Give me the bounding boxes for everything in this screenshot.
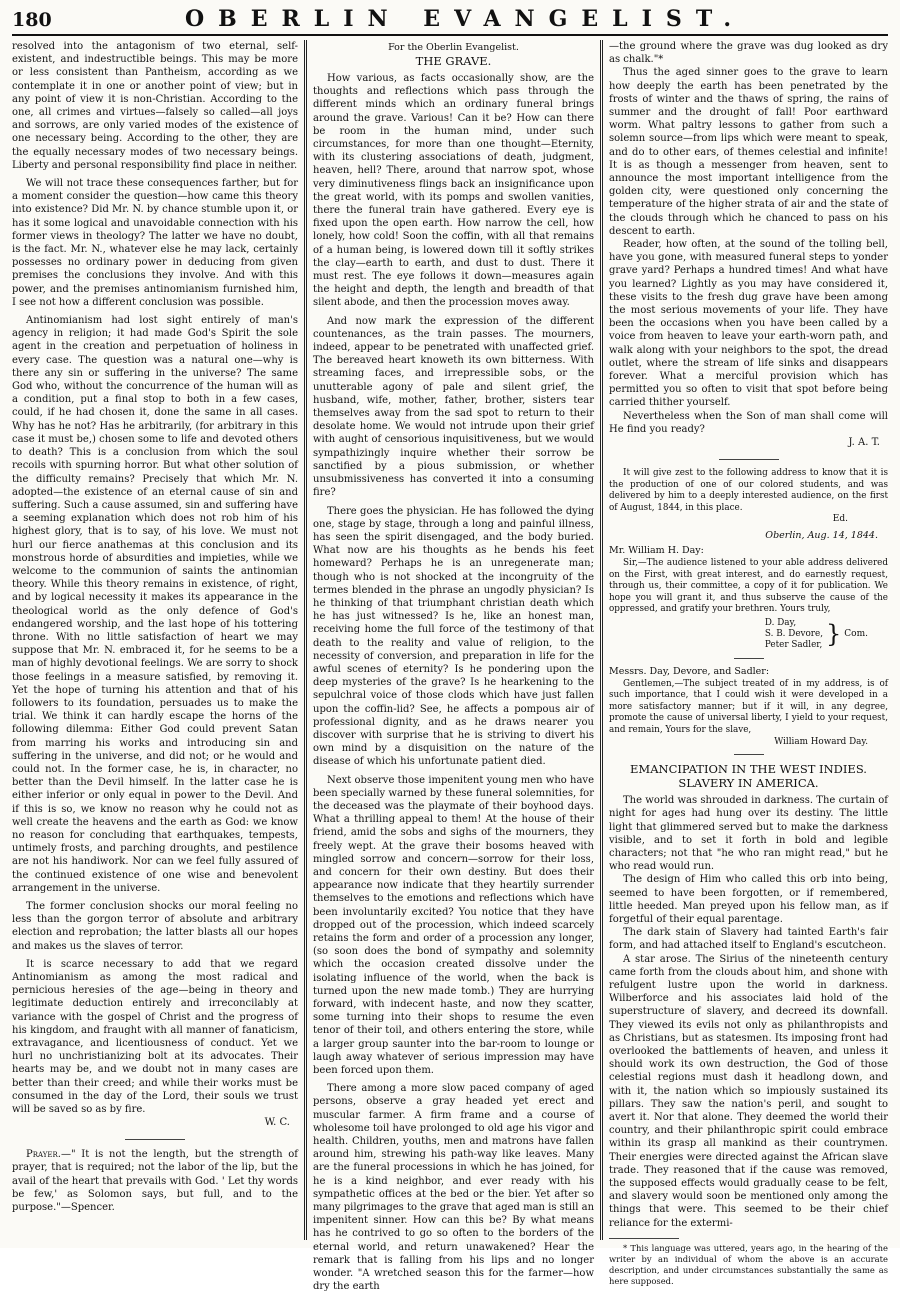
column-2 [304, 40, 600, 1293]
divider [719, 459, 779, 460]
article-paragraph: The former conclusion shocks our moral feeling no less than the gorgon terror of absolute and arbitrary election and reprobation; the latter blasts all our hopes and makes us the slaves of terror. [12, 901, 298, 952]
columns [12, 40, 888, 1293]
letter-body: Sir,—The audience listened to your able address delivered on the First, with great interest, and do earnestly request, through us, their committee, a copy of it for publication. We hope you will grant it, and thus subserve the cause of the oppressed, and gratify your brethren. Yours truly, [609, 558, 888, 615]
article-paragraph: It is scarce necessary to add that we regard Antinomianism as among the most radical and pernicious heresies of the age—being in theory and legitimate deduction entirely and irreconcilably at variance with the gospel of Christ and the progress of his kingdom, and fraught with all manner of fanaticism, extravagance, and licentiousness of conduct. Yet we hurl no unchristianizing bolt at its advocates. Their hearts may be, and we doubt not in many cases are better than their creed; and while their works must be consumed in the day of the Lord, their souls we trust will be saved so as by fire. [12, 958, 298, 1116]
article-paragraph: The dark stain of Slavery had tainted Earth's fair form, and had attached itself to England's escutcheon. [609, 927, 888, 952]
article-paragraph: How various, as facts occasionally show, are the thoughts and reflections which pass through the different minds which an ordinary funeral brings around the grave. Various! Can it be? How can there be room in the human mind, under such circumstances, for more than one thought—Eternity, with its clustering associations of death, judgment, heaven, hell? There, around that narrow spot, whose very diminutiveness flings back an insignificance upon the great world, with its pomps and swollen vanities, there the funeral train have gathered. Every eye is fixed upon the open earth. How narrow the cell, how lonely, how cold! Soon the coffin, with all that remains of a human being, is lowered down till it softly strikes the clay—earth to earth, and dust to dust. There it must rest. The eye follows it down—measures again the height and depth, the length and breadth of that silent abode, and then the procession moves away. [313, 73, 594, 309]
column-3 [600, 40, 888, 1286]
article-paragraph: resolved into the antagonism of two eternal, self-existent, and indestructible beings. This may be more or less consistent than Pantheism, according as we contemplate it in one or another point of view; but in any point of view it is non-Christian. According to the one, all crimes and virtues—falsely so called—all joys and sorrows, are only varied modes of the existence of one necessary being. According to the other, they are the equally necessary modes of two necessary beings. Liberty and personal responsibility find place in neither. [12, 41, 298, 171]
article-paragraph: There among a more slow paced company of aged persons, observe a gray headed yet erect and muscular farmer. A firm frame and a course of wholesome toil have prolonged to old age his vigor and health. Children, youths, men and matrons have fallen around him, strewing his path-way like leaves. Many are the funeral processions in which he has joined, for he is a kind neighbor, and ever ready with his sympathetic offices at the bed or the bier. Yet after so many pilgrimages to the grave that aged man is still an impenitent sinner. How can this be? By what means has he contrived to go so often to the borders of the eternal world, and return unawakened? Hear the remark that is falling from his lips and no longer wonder. "A wretched season this for the farmer—how dry the earth [313, 1083, 595, 1293]
article-paragraph: The world was shrouded in darkness. The curtain of night for ages had hung over its destiny. The little light that glimmered served but to make the darkness visible, and to set it forth in bold and legible characters; not that "he who ran might read," but he who read would run. [609, 795, 888, 873]
divider [125, 1139, 185, 1140]
divider [734, 658, 764, 659]
signer: Peter Sadler, [764, 639, 823, 650]
prayer-label: Prayer. [26, 1149, 61, 1161]
article-paragraph: Nevertheless when the Son of man shall come will He find you ready? [609, 410, 888, 435]
editor-mark: Ed. [832, 514, 848, 525]
page-number: 180 [12, 9, 52, 31]
signer: D. Day, [764, 617, 797, 628]
letter-addressee: Mr. William H. Day: [609, 545, 704, 557]
article-paragraph: There goes the physician. He has followed the dying one, stage by stage, through a long and painful illness, has seen the spirit disengaged, and the body buried. What now are his thoughts as he bends his feet homeward? Perhaps he is an unregenerate man; though who is not shocked at the incongruity of the termes blended in the phrase an ungodly physician? Is he thinking of that triumphant christian death which he has just witnessed? Is he, like an honest man, receiving home the full force of the testimony of that death to the reality and value of religion, to the necessity of conversion, and preparation in life for the awful scenes of eternity? Is he pondering upon the deep mysteries of the grave? Is he hearkening to the sepulchral voice of those clods which have just fallen upon the coffin-lid? See, he affects a pompous air of professional dignity, and as he draws nearer you discover with surprise that he is striving to divert his own mind by a disquisition on the nature of the disease of which his unfortunate patient died. [313, 505, 594, 768]
masthead-title: OBERLIN EVANGELIST. [184, 6, 746, 32]
letter-addressee: Messrs. Day, Devore, and Sadler: [609, 665, 770, 677]
article-heading-emancipation: EMANCIPATION IN THE WEST INDIES. SLAVERY IN AMERICA. [630, 762, 867, 791]
prayer-paragraph [12, 1148, 298, 1214]
article-paragraph: The design of Him who called this orb into being, seemed to have been forgotten, or if remembered, little heeded. Man preyed upon his fellow man, as if forgetful of their equal parentage. [609, 874, 888, 925]
signer-names [765, 618, 823, 651]
column-1 [12, 40, 304, 1240]
committee-signers [609, 618, 868, 651]
article-paragraph: Thus the aged sinner goes to the grave to learn how deeply the earth has been penetrated by the frosts of winter and the thaws of spring, the rains of summer and the drought of fall! Poor earthward worm. What paltry lessons to gather from such a solemn source—from lips which were meant to speak, and do to other ears, of themes celestial and infinite! It is as though a messenger from heaven, sent to announce the most important intelligence from the golden city, were questioned only concerning the temperature of the higher strata of air and the state of the clouds through which he chanced to pass on his descent to earth. [609, 67, 888, 237]
footnote-divider [609, 1238, 679, 1239]
article-paragraph: And now mark the expression of the different countenances, as the train passes. The mourners, indeed, appear to be penetrated with unaffected grief. The bereaved heart knoweth its own bitterness. With streaming faces, and irrepressible sobs, or the unutterable agony of pale and silent grief, the husband, wife, mother, father, brother, sisters tear themselves away from the sad spot to return to their desolate home. We would not intrude upon their grief with aught of censorious inquisitiveness, but we would sympathizingly inquire whether their sorrow be sanctified by a pious submission, or whether unsubmissiveness has converted it into a consuming fire? [313, 315, 594, 499]
article-heading-the-grave: THE GRAVE. [415, 54, 492, 68]
signature-jat: J. A. T. [848, 437, 880, 449]
article-paragraph: We will not trace these consequences farther, but for a moment consider the question—how came this theory into existence? Did Mr. N. by chance stumble upon it, or has it some logical and unavoidable connection with his former views in theology? The latter we have no doubt, is the fact. Mr. N., whatever else he may lack, certainly possesses no ordinary power in deducing from given premises the conclusions they involve. And with this power, and the premises antinomianism furnished him, I see not how a different conclusion was possible. [12, 178, 298, 308]
footnote: * This language was uttered, years ago, in the hearing of the writer by an individual of whom the above is an accurate description, and under circumstances substantially the same as here supposed. [609, 1242, 888, 1286]
prayer-text: —" It is not the length, but the strength of prayer, that is required; not the labor of the lip, but the avail of the heart that prevails with God. ' Let thy words be few,' as Solomon says, but full, and to the purpose."—Spencer. [12, 1149, 298, 1214]
dateline: Oberlin, Aug. 14, 1844. [765, 530, 878, 542]
signer: S. B. Devore, [764, 628, 824, 639]
source-line: For the Oberlin Evangelist. [388, 42, 519, 53]
masthead [12, 6, 888, 36]
signature-wc: W. C. [264, 1117, 290, 1129]
article-paragraph: —the ground where the grave was dug looked as dry as chalk."* [609, 41, 888, 66]
divider [734, 754, 764, 755]
article-paragraph: Antinomianism had lost sight entirely of man's agency in religion; it had made God's Spirit the sole agent in the creation and perpetuation of holiness in every case. The question was a natural one—why is there any sin or suffering in the universe? The same God who, without the concurrence of the human will as a condition, put a final stop to both in a few cases, could, if he had chosen it, done the same in all cases. Why has he not? Has he arbitrarily, (for arbitrary in this case it must be,) chosen some to life and devoted others to death? This is a conclusion from which the soul recoils with spurning horror. But what other solution of the difficulty remains? Precisely that which Mr. N. adopted—the existence of an eternal cause of sin and suffering. Such a cause assumed, sin and suffering have a seeming explanation which does not rob him of his highest glory, that is to say, of his love. We must not hurl our fierce anathemas at this conclusion and its monstrous horde of absurdities and impieties, while we welcome to the communion of saints the antinomian theory. While this theory remains in existence, of right, and by logical necessity it makes its appearance in the theological world as the only defence of God's endangered worship, and the last hope of his tottering throne. With no little satisfaction of heart we may suppose that Mr. N. embraced it, for he seems to be a man of highly devotional feelings. We are sorry to shock those feelings in a measure satisfied, by removing it. Yet the hope of turning his attention and that of his followers to its foundation, persuades us to make the trial. We think it can hardly escape the horns of the following dilemma: Either God could prevent Satan from marring his works and introducing sin and suffering in the universe, and did not; or he would and could not. In the former case, he is, in character, no better than the Devil himself. In the latter case he is either inferior or only equal in power to the Devil. And if this is so, we know no reason why he could not as well create the heavens and the earth as God: we know no reason for concluding that earthquakes, tempests, untimely frosts, and parching droughts, and pestilence are not his handiwork. Nor can we feel fully assured of the continued existence of one wise and benevolent arrangement in the universe. [12, 315, 298, 894]
article-paragraph: A star arose. The Sirius of the nineteenth century came forth from the clouds about him, and shone with refulgent lustre upon the world in darkness. Wilberforce and his associates laid hold of the superstructure of slavery, and decreed its downfall. They viewed its evils not only as philanthropists and as Christians, but as statesmen. Its imposing front had overlooked the battlements of heaven, and unless it should work its own destruction, the God of those celestial regions must dash it headlong down, and with it, the nation which so impiously sustained its pillars. They saw the nation's peril, and sought to avert it. Nor that alone. They deemed the world their country, and their philanthropic spirit could embrace within its grasp all mankind as their countrymen. Their energies were directed against the African slave trade. They reasoned that if the cause was removed, the supposed effects would gradually cease to be felt, and slavery would soon be mentioned only among the things that were. This seemed to be their chief reliance for the extermi- [609, 953, 888, 1229]
letter-body: Gentlemen,—The subject treated of in my address, is of such importance, that I could wish it were developed in a more satisfactory manner; but if it will, in any degree, promote the cause of universal liberty, I yield to your request, and remain, Yours for the slave, [609, 678, 888, 735]
brace-icon: } [826, 620, 842, 649]
article-paragraph: Next observe those impenitent young men who have been specially warned by these funeral solemnities, for the deceased was the playmate of their boyhood days. What a thrilling appeal to them! At the house of their friend, amid the sobs and sighs of the mourners, they freely wept. At the grave their bosoms heaved with mingled sorrow and concern—sorrow for their loss, and concern for their own destiny. But does their appearance now indicate that they heartily surrender themselves to the emotions and reflections which have been involuntarily excited? You notice that they have dropped out of the procession, which indeed scarcely retains the form and order of a procession any longer, (so soon does the bond of sympathy and solemnity which the occasion created dissolve under the isolating influence of the world, when the back is turned upon the new made tomb.) They are hurrying forward, with indecent haste, and now they scatter, some turning into their shops to resume the even tenor of their toil, and others entering the store, while a larger group saunter into the bar-room to lounge or laugh away whatever of serious impression may have been forced upon them. [313, 774, 594, 1077]
letter-sender: William Howard Day. [774, 737, 868, 748]
article-paragraph: Reader, how often, at the sound of the tolling bell, have you gone, with measured funeral steps to yonder grave yard? Perhaps a hundred times! And what have you learned? Lightly as you may have considered it, these visits to the fresh dug grave have been among the most serious movements of your life. They have been the occasions when you have been called by a voice from heaven to leave your earth-worn path, and walk along with your neighbors to the spot, the dread outlet, where the stream of life sinks and disappears forever. What a merciful provision which has permitted you so often to visit that spot before being carried thither yourself. [609, 239, 888, 409]
committee-label: Com. [844, 629, 868, 640]
editor-intro: It will give zest to the following address to know that it is the production of one of our colored students, and was delivered by him to a deeply interested audience, on the first of August, 1844, in this place. [609, 468, 888, 513]
